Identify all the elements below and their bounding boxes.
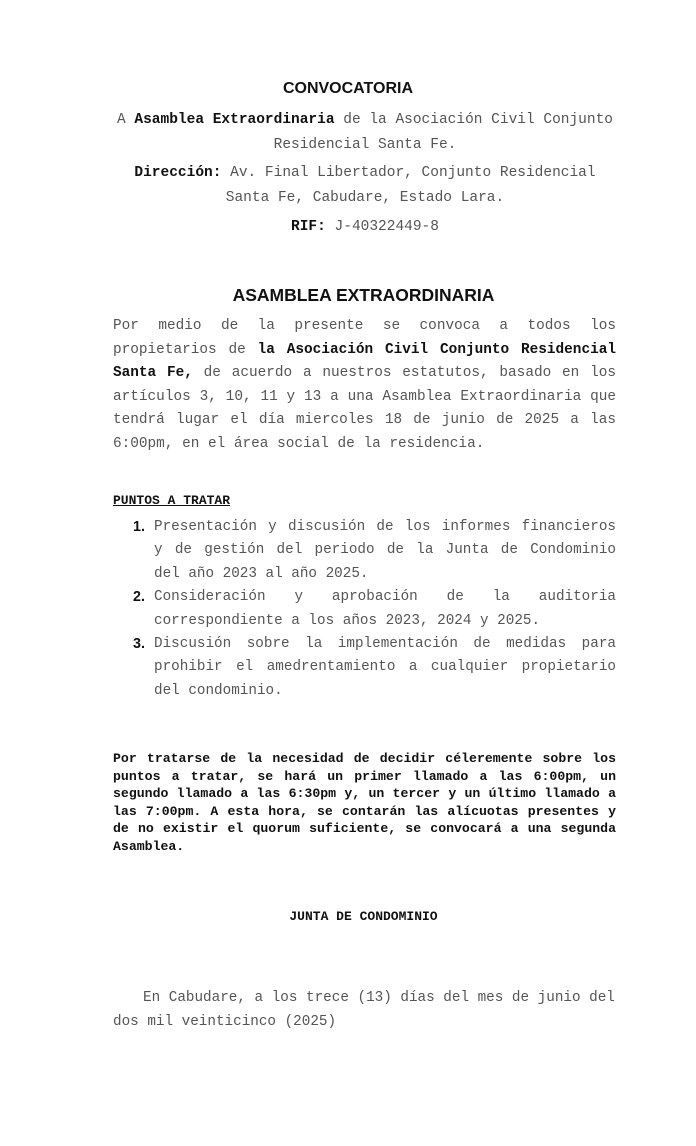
rif-label: RIF: <box>291 219 326 235</box>
list-item <box>113 586 616 633</box>
paragraph-bold: la Asociación Civil Conjunto Residencial Santa Fe, <box>113 341 616 382</box>
assembly-intro-line <box>110 108 620 158</box>
intro-suffix: de la Asociación Civil Conjunto Residencial Santa Fe. <box>273 112 613 153</box>
list-item <box>113 633 616 703</box>
address-line <box>110 161 620 211</box>
rif-value: J-40322449-8 <box>325 219 439 235</box>
convocation-paragraph <box>113 315 616 457</box>
signature-board: JUNTA DE CONDOMINIO <box>289 909 438 924</box>
item-text: Discusión sobre la implementación de medidas para prohibir el amedrentamiento a cualquier propietario del condominio. <box>154 636 616 699</box>
agenda-list <box>113 516 616 703</box>
item-number: 3. <box>133 636 145 653</box>
paragraph-end: de acuerdo a nuestros estatutos, basado en los artículos 3, 10, 11 y 13 a una Asamblea Extraordinaria que tendrá lugar el día miercoles 18 de junio de 2025 a las 6:00pm, en el área social de la residencia. <box>113 365 616 452</box>
item-text: Consideración y aprobación de la auditoria correspondiente a los años 2023, 2024 y 2025. <box>154 589 616 629</box>
intro-bold: Asamblea Extraordinaria <box>134 112 335 128</box>
address-label: Dirección: <box>134 165 222 181</box>
document-title: CONVOCATORIA <box>282 80 414 97</box>
paragraph-start: Por medio de la presente se convoca a todos los propietarios de <box>113 318 616 358</box>
assembly-title: ASAMBLEA EXTRAORDINARIA <box>232 285 495 305</box>
rif-line <box>110 215 620 240</box>
item-number: 2. <box>133 589 145 606</box>
item-text: Presentación y discusión de los informes financieros y de gestión del periodo de la Junta de Condominio del año 2023 al año 2025. <box>154 519 616 582</box>
agenda-heading: PUNTOS A TRATAR <box>113 493 231 508</box>
list-item <box>113 516 616 586</box>
call-schedule-notice: Por tratarse de la necesidad de decidir céleremente sobre los puntos a tratar, se hará un primer llamado a las 6:00pm, un segundo llamado a las 6:30pm y, un tercer y un último llamado a las 7:00pm. A esta hora, se contarán las alícuotas presentes y de no existir el quorum suficiente, se convocará a una segunda Asamblea. <box>113 751 616 854</box>
closing-date-line: En Cabudare, a los trece (13) días del mes de junio del dos mil veinticinco (2025) <box>113 990 615 1030</box>
item-number: 1. <box>133 519 145 535</box>
intro-prefix: A <box>117 112 135 128</box>
address-value: Av. Final Libertador, Conjunto Residencial Santa Fe, Cabudare, Estado Lara. <box>221 165 596 206</box>
